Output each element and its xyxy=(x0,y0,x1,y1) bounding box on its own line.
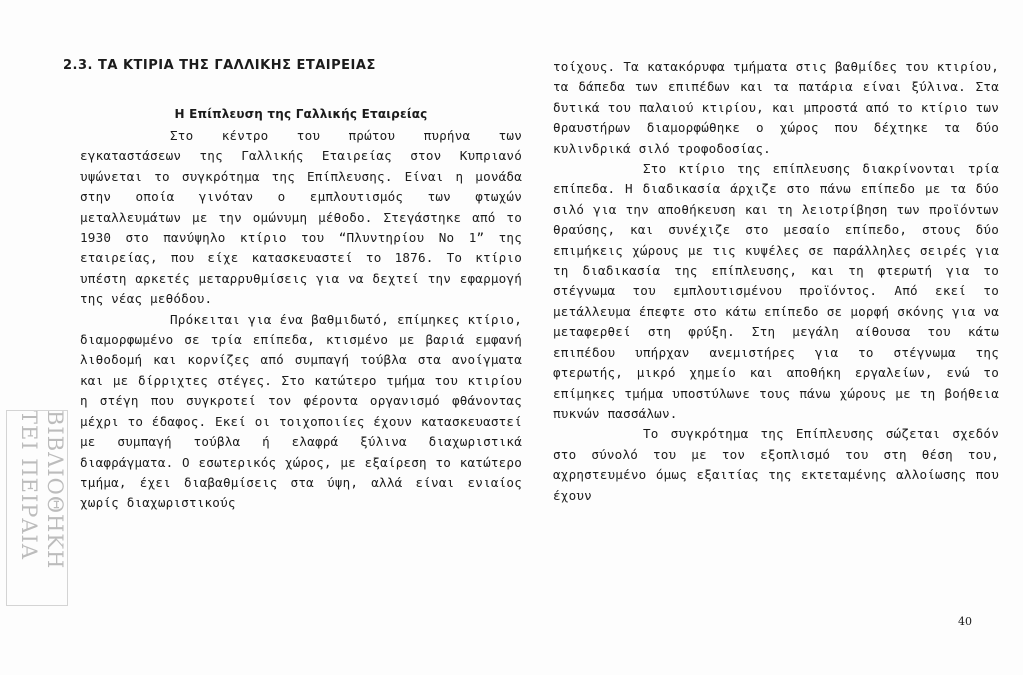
paragraph: Πρόκειται για ένα βαθμιδωτό, επίμηκες κτίριο, διαμορφωμένο σε τρία επίπεδα, κτισμένο με βαριά εμφανή λιθοδομή και κορνίζες από συμπαγή τούβλα στα ανοίγματα και με δίρριχτες στέγες. Στο κατώτερο τμήμα του κτιρίου η στέγη που συγκροτεί τον φέροντα οργανισμό φθάνοντας μέχρι το έδαφος. Εκεί οι τοιχοποιίες έχουν κατασκευαστεί με συμπαγή τούβλα ή ελαφρά ξύλινα διαχωριστικά διαφράγματα. Ο εσωτερικός χώρος, με εξαίρεση το κατώτερο τμήμα, έχει διαβαθμίσεις στα ύψη, αλλά είναι ενιαίος χωρίς διαχωριστικούς xyxy=(80,311,522,511)
paragraph: τοίχους. Τα κατακόρυφα τμήματα στις βαθμίδες του κτιρίου, τα δάπεδα των επιπέδων και τα πατάρια είναι ξύλινα. Στα δυτικά του παλαιού κτιρίου, και μπροστά από το κτίριο των θραυστήρων διαμορφώθηκε ο χώρος που δέχτηκε τα δύο κυλινδρικά σιλό τροφοδοσίας. xyxy=(553,59,999,156)
left-column xyxy=(80,104,522,514)
subheading: Η Επίπλευση της Γαλλικής Εταιρείας xyxy=(174,107,428,121)
paragraph: Στο κτίριο της επίπλευσης διακρίνονται τρία επίπεδα. Η διαδικασία άρχιζε στο πάνω επίπεδο με τα δύο σιλό για την αποθήκευση και τη λειοτρίβηση των προϊόντων θραύσης, και συνέχιζε στο μεσαίο επίπεδο, στους δύο επιμήκεις χώρους με τις κυψέλες σε παράλληλες σειρές για τη διαδικασία της επίπλευσης, και τη φτερωτή για το στέγνωμα του εμπλουτισμένου προϊόντος. Από εκεί το μετάλλευμα έπεφτε στο κάτω επίπεδο σε μορφή σκόνης για να μεταφερθεί στη φρύξη. Στη μεγάλη αίθουσα του κάτω επιπέδου υπήρχαν ανεμιστήρες για το στέγνωμα της φτερωτής, μικρό χημείο και αποθήκη εργαλείων, ενώ το επίμηκες τμήμα υποστύλωνε τους πάνω χώρους με τη βοήθεια πυκνών πασσάλων. xyxy=(553,161,999,421)
paragraph: Το συγκρότημα της Επίπλευσης σώζεται σχεδόν στο σύνολό του με τον εξοπλισμό του στη θέση του, αχρηστευμένο όμως εξαιτίας της εκτεταμένης αλλοίωσης που έχουν xyxy=(553,426,999,503)
right-column xyxy=(553,57,999,506)
page-number: 40 xyxy=(958,615,972,628)
stamp-frame xyxy=(6,410,68,606)
stamp-line-1: ΒΙΒΛΙΟΘΗΚΗ xyxy=(43,410,67,570)
stamp-line-2: ΤΕΙ ΠΕΙΡΑΙΑ xyxy=(17,410,41,561)
section-heading: 2.3. ΤΑ ΚΤΙΡΙΑ ΤΗΣ ΓΑΛΛΙΚΗΣ ΕΤΑΙΡΕΙΑΣ xyxy=(63,58,376,73)
paragraph: Στο κέντρο του πρώτου πυρήνα των εγκαταστάσεων της Γαλλικής Εταιρείας στον Κυπριανό υψώνεται το συγκρότημα της Επίπλευσης. Είναι η μονάδα στην οποία γινόταν ο εμπλουτισμός των φτωχών μεταλλευμάτων με την ομώνυμη μέθοδο. Στεγάστηκε από το 1930 στο πανύψηλο κτίριο του “Πλυντηρίου Νο 1” της εταιρείας, που είχε κατασκευαστεί το 1876. Το κτίριο υπέστη αρκετές μεταρρυθμίσεις για να δεχτεί την εφαρμογή της νέας μεθόδου. xyxy=(80,128,522,307)
library-stamp xyxy=(6,410,68,606)
